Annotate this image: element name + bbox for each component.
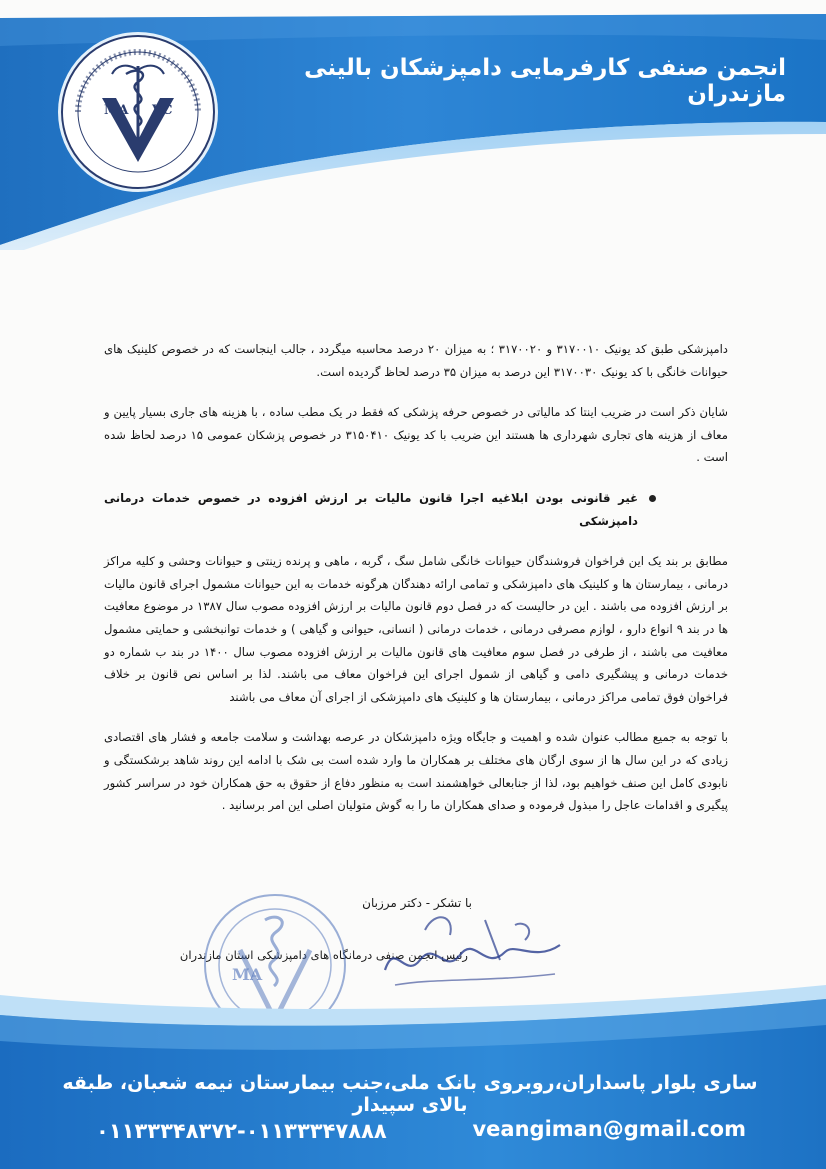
header-title: انجمن صنفی کارفرمایی دامپزشکان بالینی مازندران (304, 55, 786, 107)
paragraph-4: با توجه به جمیع مطالب عنوان شده و اهمیت و جایگاه ویژه دامپزشکان در عرصه بهداشت و سلامت جامعه و فشار های اقتصادی زیادی که در این سال ها از سوی ارگان های مختلف بر همکاران ما وارد شده است بی شک با ادامه این روند شاهد برشکستگی و نابودی کامل این صنف خواهیم بود، لذا از جنابعالی خواهشمند است به منظور دفاع از حقوق به حق همکاران خود در سراسر کشور پیگیری و اقدامات عاجل را مبذول فرموده و صدای همکاران ما را به گوش متولیان اصلی این امر برسانید . (104, 730, 728, 813)
footer-phone: ۰۱۱۳۳۳۴۸۳۷۲-۰۱۱۳۳۳۴۷۸۸۸ (96, 1119, 387, 1143)
stamp-letters: MA (232, 965, 263, 984)
bullet-dot-icon (649, 495, 656, 502)
association-logo (56, 30, 220, 194)
paragraph-1: دامپزشکی طبق کد یونیک ۳۱۷۰۰۱۰ و ۳۱۷۰۰۲۰ ؛ به میزان ۲۰ درصد محاسبه میگردد ، جالب اینجاست که در خصوص کلینیک های حیوانات خانگی با کد یونیک ۳۱۷۰۰۳۰ این درصد به میزان ۳۵ درصد لحاظ گردیده است. (104, 342, 728, 379)
letter-body (104, 338, 728, 835)
bullet-text: غیر قانونی بودن ابلاغیه اجرا قانون مالیات بر ارزش افزوده در خصوص خدمات درمانی دامپزشکی (104, 490, 638, 528)
footer-email: veangiman@gmail.com (472, 1117, 746, 1141)
bullet-item (104, 487, 656, 532)
logo-letters-left: MA (104, 103, 129, 118)
paragraph-2: شایان ذکر است در ضریب اینتا کد مالیاتی در خصوص حرفه پزشکی که فقط در یک مطب ساده ، با هزینه های جاری بسیار پایین و معاف از هزینه های تجاری شهرداری ها هستند این ضریب با کد یونیک ۳۱۵۰۴۱۰ در خصوص پزشکان عمومی ۱۵ درصد لحاظ شده است . (104, 405, 728, 465)
signature-scribble-icon (365, 900, 575, 990)
signature-thanks: با تشکر - دکتر مرزبان (362, 896, 472, 910)
logo-letters-right: VC (152, 103, 173, 118)
signature-role: رئیس انجمن صنفی درمانگاه های دامپزشکی استان مازندران (179, 948, 468, 962)
paragraph-3: مطابق بر بند یک این فراخوان فروشندگان حیوانات خانگی شامل سگ ، گربه ، ماهی و پرنده زینتی و حیوانات وحشی و کلیه مراکز درمانی ، بیمارستان ها و کلینیک های دامپزشکی و تمامی ارائه دهندگان هرگونه خدمات به این حیوانات مشمول اجرای قانون مالیات بر ارزش افزوده می باشند . این در حالیست که در فصل دوم قانون مالیات بر ارزش افزوده مصوب سال ۱۳۸۷ در موضوع معافیت ها در بند ۹ انواع دارو ، لوازم مصرفی درمانی ، خدمات درمانی ( انسانی، حیوانی و گیاهی ) و خدمات توانبخشی و حمایتی مشمول معافیت می باشند ، از طرفی در فصل سوم معافیت های قانون مالیات بر ارزش افزوده مصوب سال ۱۴۰۰ در بند ب شماره دو خدمات درمانی و پیشگیری دامی و گیاهی از شمول اجرای این فراخوان معاف می باشند. لذا بر اساس نص قانون بر خلاف فراخوان فوق تمامی مراکز درمانی ، بیمارستان ها و کلینیک های دامپزشکی از اجرای آن معاف می باشند (104, 554, 729, 704)
footer-address: ساری بلوار پاسداران،روبروی بانک ملی،جنب بیمارستان نیمه شعبان، طبقه بالای سپیدار (62, 1072, 758, 1116)
